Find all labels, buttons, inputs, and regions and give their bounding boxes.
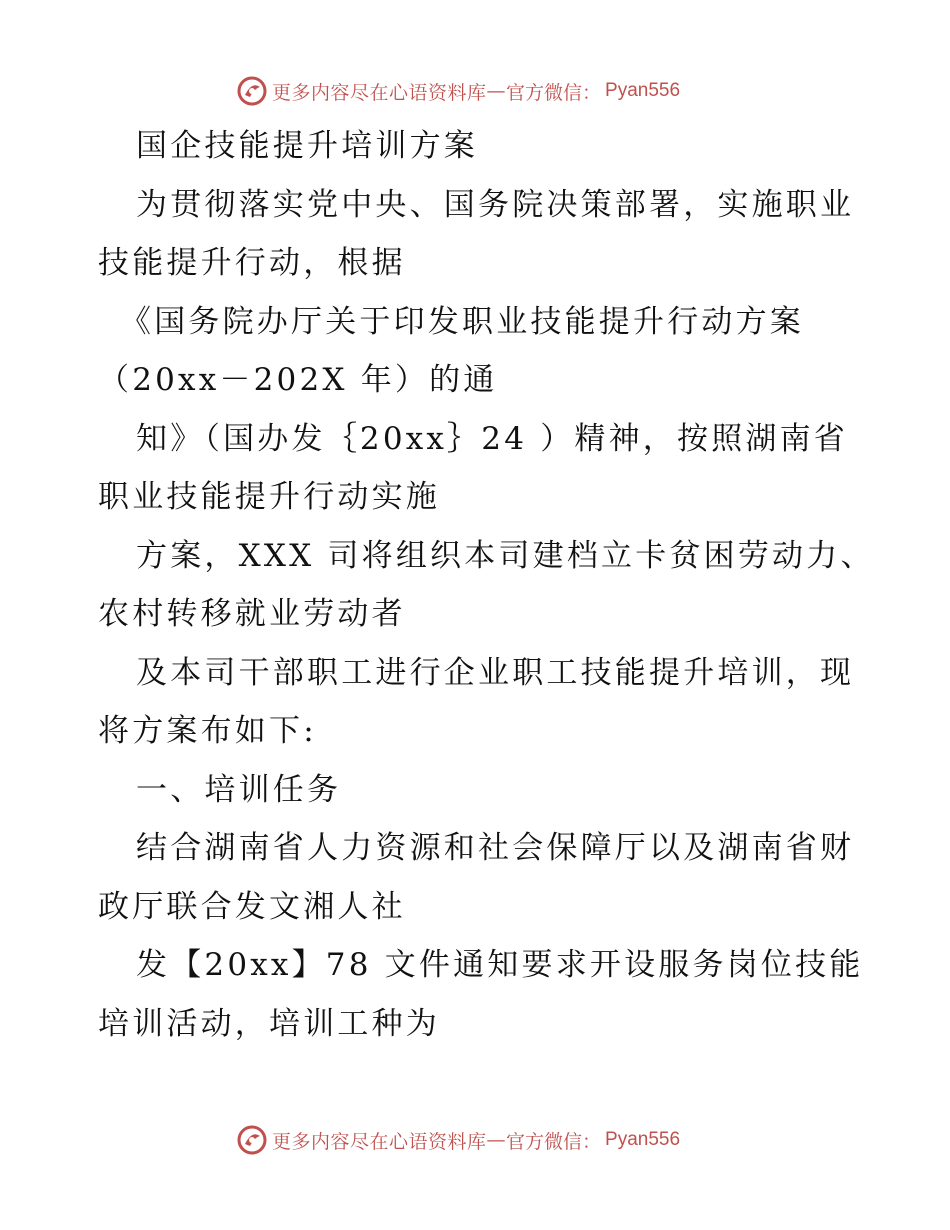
paragraph-line: 政厅联合发文湘人社 [98,888,406,925]
paragraph-line: 知》（国办发｛20xx｝24 ）精神，按照湖南省 [136,420,849,457]
paragraph-line: 农村转移就业劳动者 [98,596,406,632]
banner-dash: — [486,1129,507,1151]
banner-wechat-id: Pyan556 [605,80,681,101]
section-heading: 一、培训任务 [136,771,342,808]
document-title: 国企技能提升培训方案 [136,128,478,164]
paragraph-line: 为贯彻落实党中央、国务院决策部署，实施职业 [136,186,855,223]
paragraph-line: 职业技能提升行动实施 [98,479,440,515]
paragraph-line: 《国务院办厅关于印发职业技能提升行动方案 [120,303,804,340]
red-swirl-logo-icon [236,1124,268,1156]
banner-title: 更多内容尽在心语资料库 [272,81,487,104]
document-body [98,117,875,1053]
banner-title: 更多内容尽在心语资料库 [272,1130,487,1153]
banner-wechat-label: 官方微信： [506,81,602,104]
banner-dash: — [486,80,507,102]
paragraph-line: 技能提升行动，根据 [98,245,406,281]
paragraph-line: 及本司干部职工进行企业职工技能提升培训，现 [136,654,855,691]
banner-wechat-label: 官方微信： [506,1130,602,1153]
paragraph-line: 结合湖南省人力资源和社会保障厅以及湖南省财 [136,830,855,866]
paragraph-line: （20xx－202X 年）的通 [98,362,498,398]
paragraph-line: 培训活动，培训工种为 [98,1005,440,1042]
paragraph-line: 发【20xx】78 文件通知要求开设服务岗位技能 [136,947,864,983]
footer-banner [0,1120,950,1160]
paragraph-line: 将方案布如下: [98,713,317,749]
header-banner [0,71,950,111]
banner-wechat-id: Pyan556 [605,1129,681,1150]
red-swirl-logo-icon [236,75,268,107]
paragraph-line: 方案，XXX 司将组织本司建档立卡贫困劳动力、 [136,537,875,574]
